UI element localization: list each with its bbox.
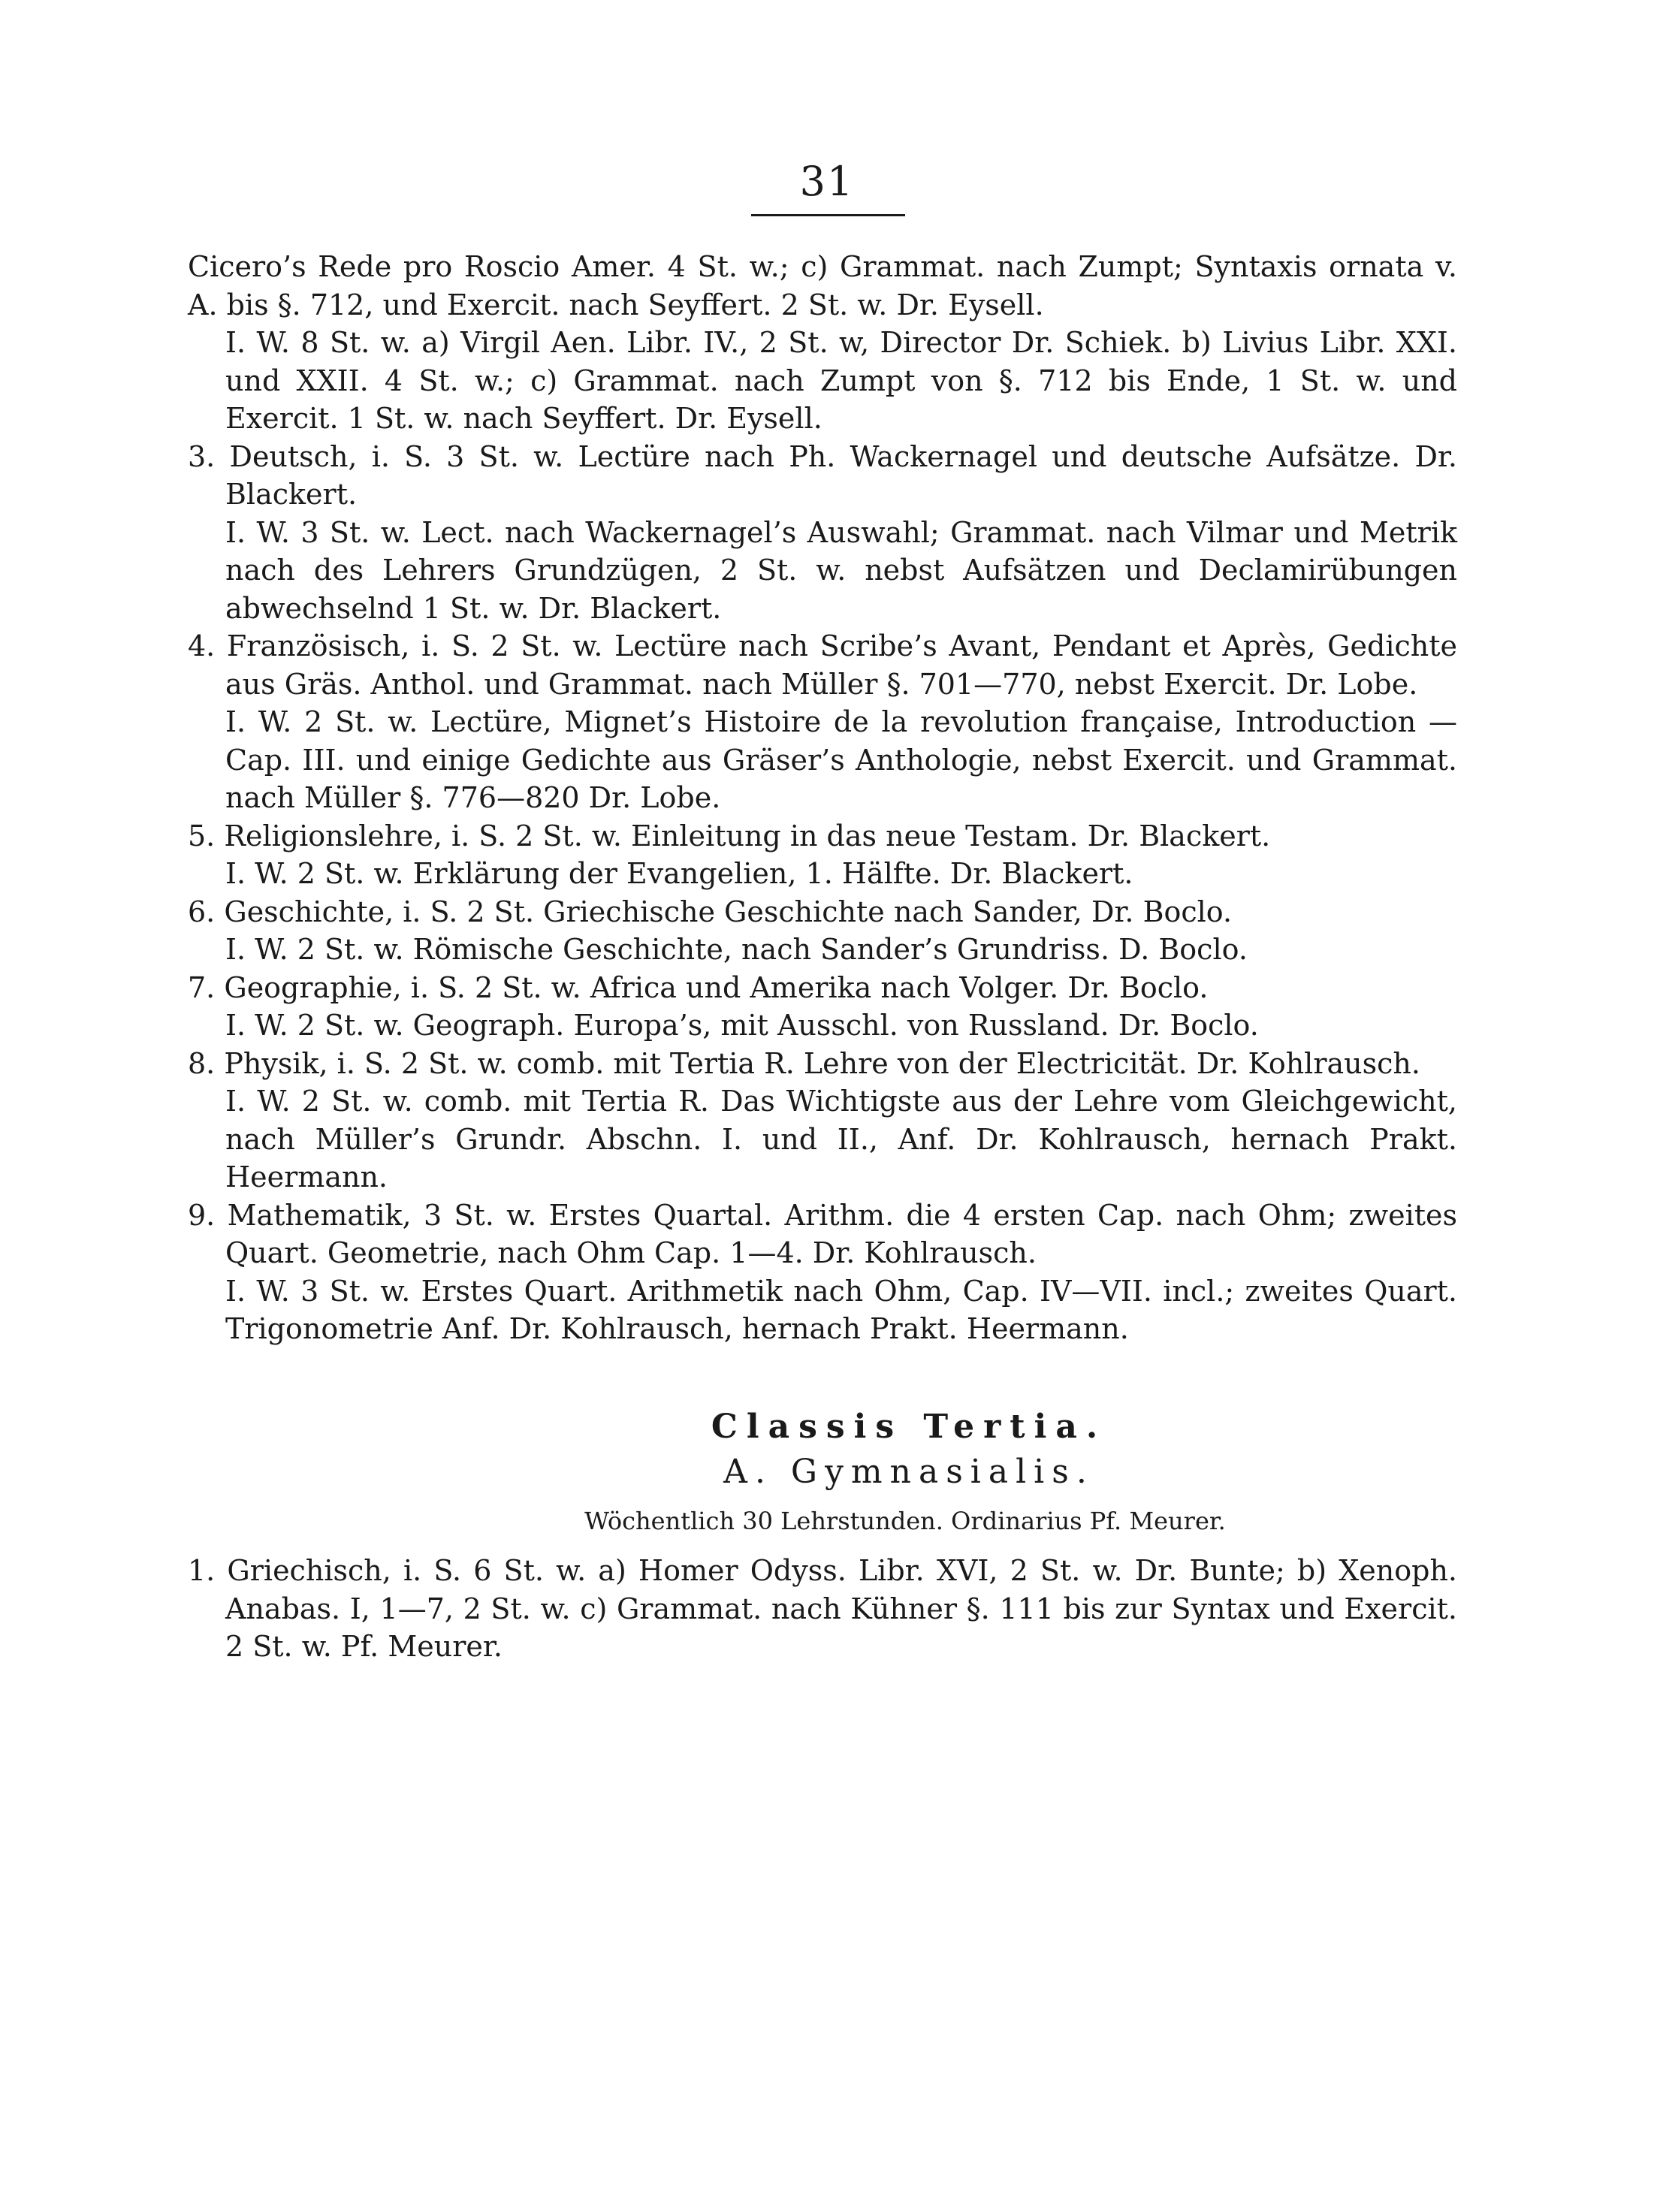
paragraph-mathematik-winter: I. W. 3 St. w. Erstes Quart. Arithmetik nach Ohm, Cap. IV—VII. incl.; zweites Quart. Trigonometrie Anf. Dr. Kohlrausch, hernach Prakt. Heermann. — [225, 1274, 1457, 1345]
paragraph-geschichte: 6. Geschichte, i. S. 2 St. Griechische Geschichte nach Sander, Dr. Boclo. — [188, 895, 1233, 928]
paragraph-geographie: 7. Geographie, i. S. 2 St. w. Africa und Amerika nach Volger. Dr. Boclo. — [188, 970, 1209, 1004]
page-number: 31 — [799, 158, 855, 205]
page-number-rule — [751, 214, 905, 216]
paragraph-mathematik: 9. Mathematik, 3 St. w. Erstes Quartal. Arithm. die 4 ersten Cap. nach Ohm; zweites Quart. Geometrie, nach Ohm Cap. 1—4. Dr. Kohlrausch. — [188, 1198, 1457, 1269]
section-note: Wöchentlich 30 Lehrstunden. Ordinarius Pf. Meurer. — [584, 1506, 1226, 1535]
paragraph-franzoesisch-winter: I. W. 2 St. w. Lectüre, Mignet’s Histoire de la revolution française, Introduction — Cap. III. und einige Gedichte aus Gräser’s Anthologie, nebst Exercit. und Grammat. nach Müller §. 776—820 Dr. Lobe. — [225, 705, 1457, 814]
paragraph-deutsch-winter: I. W. 3 St. w. Lect. nach Wackernagel’s Auswahl; Grammat. nach Vilmar und Metrik nach des Lehrers Grundzügen, 2 St. w. nebst Aufsätzen und Declamirübungen abwechselnd 1 St. w. Dr. Blackert. — [225, 515, 1457, 625]
paragraph-religionslehre: 5. Religionslehre, i. S. 2 St. w. Einleitung in das neue Testam. Dr. Blackert. — [188, 819, 1271, 853]
paragraph-geographie-winter: I. W. 2 St. w. Geograph. Europa’s, mit Ausschl. von Russland. Dr. Boclo. — [225, 1009, 1259, 1042]
body-text — [188, 248, 1457, 1666]
paragraph-geschichte-winter: I. W. 2 St. w. Römische Geschichte, nach Sander’s Grundriss. D. Boclo. — [225, 933, 1248, 966]
paragraph-latin-cont: Cicero’s Rede pro Roscio Amer. 4 St. w.; c) Grammat. nach Zumpt; Syntaxis ornata v. A. bis §. 712, und Exercit. nach Seyffert. 2 St. w. Dr. Eysell. — [188, 250, 1457, 321]
paragraph-religionslehre-winter: I. W. 2 St. w. Erklärung der Evangelien, 1. Hälfte. Dr. Blackert. — [225, 857, 1133, 890]
paragraph-deutsch: 3. Deutsch, i. S. 3 St. w. Lectüre nach Ph. Wackernagel und deutsche Aufsätze. Dr. Blackert. — [188, 439, 1457, 511]
paragraph-franzoesisch: 4. Französisch, i. S. 2 St. w. Lectüre nach Scribe’s Avant, Pendant et Après, Gedichte aus Gräs. Anthol. und Grammat. nach Müller §. 701—770, nebst Exercit. Dr. Lobe. — [188, 629, 1457, 701]
section-subheading: A. Gymnasialis. — [723, 1453, 1094, 1491]
section-heading: Classis Tertia. — [711, 1407, 1107, 1446]
paragraph-griechisch: 1. Griechisch, i. S. 6 St. w. a) Homer Odyss. Libr. XVI, 2 St. w. Dr. Bunte; b) Xenoph. Anabas. I, 1—7, 2 St. w. c) Grammat. nach Kühner §. 111 bis zur Syntax und Exercit. 2 St. w. Pf. Meurer. — [188, 1554, 1457, 1663]
paragraph-physik-winter: I. W. 2 St. w. comb. mit Tertia R. Das Wichtigste aus der Lehre vom Gleichgewicht, nach Müller’s Grundr. Abschn. I. und II., Anf. Dr. Kohlrausch, hernach Prakt. Heermann. — [225, 1085, 1457, 1194]
paragraph-latin-winter: I. W. 8 St. w. a) Virgil Aen. Libr. IV., 2 St. w, Director Dr. Schiek. b) Livius Libr. XXI. und XXII. 4 St. w.; c) Grammat. nach Zumpt von §. 712 bis Ende, 1 St. w. und Exercit. 1 St. w. nach Seyffert. Dr. Eysell. — [225, 326, 1457, 435]
paragraph-physik: 8. Physik, i. S. 2 St. w. comb. mit Tertia R. Lehre von der Electricität. Dr. Kohlrausch. — [188, 1046, 1420, 1080]
